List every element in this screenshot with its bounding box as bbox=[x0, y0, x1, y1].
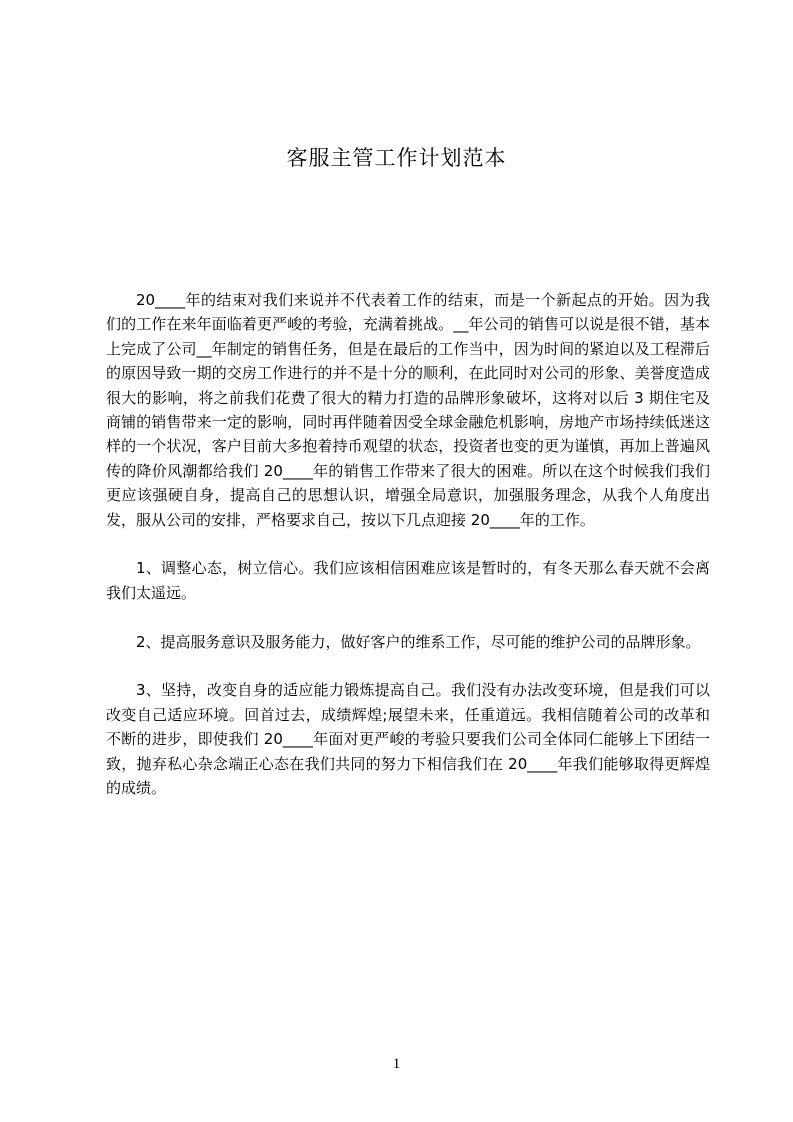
page-number: 1 bbox=[392, 1056, 401, 1072]
intro-paragraph: 20____年的结束对我们来说并不代表着工作的结束，而是一个新起点的开始。因为我们的工作在来年面临着更严峻的考验，充满着挑战。__年公司的销售可以说是很不错，基本上完成了公司__年制定的销售任务，但是在最后的工作当中，因为时间的紧迫以及工程滞后的原因导致一期的交房工作进行的并不是十分的顺利，在此同时对公司的形象、美誉度造成很大的影响，将之前我们花费了很大的精力打造的品牌形象破坏，这将对以后 3 期住宅及商铺的销售带来一定的影响，同时再伴随着因受全球金融危机影响，房地产市场持续低迷这样的一个状况，客户目前大多抱着持币观望的状态，投资者也变的更为谨慎，再加上普遍风传的降价风潮都给我们 20____年的销售工作带来了很大的困难。所以在这个时候我们我们更应该强硬自身，提高自己的思想认识，增强全局意识，加强服务理念，从我个人角度出发，服从公司的安排，严格要求自己，按以下几点迎接 20____年的工作。 bbox=[106, 291, 710, 529]
point-3-paragraph: 3、坚持，改变自身的适应能力锻炼提高自己。我们没有办法改变环境，但是我们可以改变自己适应环境。回首过去，成绩辉煌;展望未来，任重道远。我相信随着公司的改革和不断的进步，即使我们 20____年面对更严峻的考验只要我们公司全体同仁能够上下团结一致，抛弃私心杂念端正心态在我们共同的努力下相信我们在 20____年我们能够取得更辉煌的成绩。 bbox=[106, 681, 710, 798]
point-1-paragraph: 1、调整心态，树立信心。我们应该相信困难应该是暂时的，有冬天那么春天就不会离我们太遥远。 bbox=[106, 559, 710, 602]
point-2-paragraph: 2、提高服务意识及服务能力，做好客户的维系工作，尽可能的维护公司的品牌形象。 bbox=[136, 632, 701, 651]
document-title: 客服主管工作计划范本 bbox=[286, 146, 507, 170]
document-body bbox=[106, 288, 710, 800]
